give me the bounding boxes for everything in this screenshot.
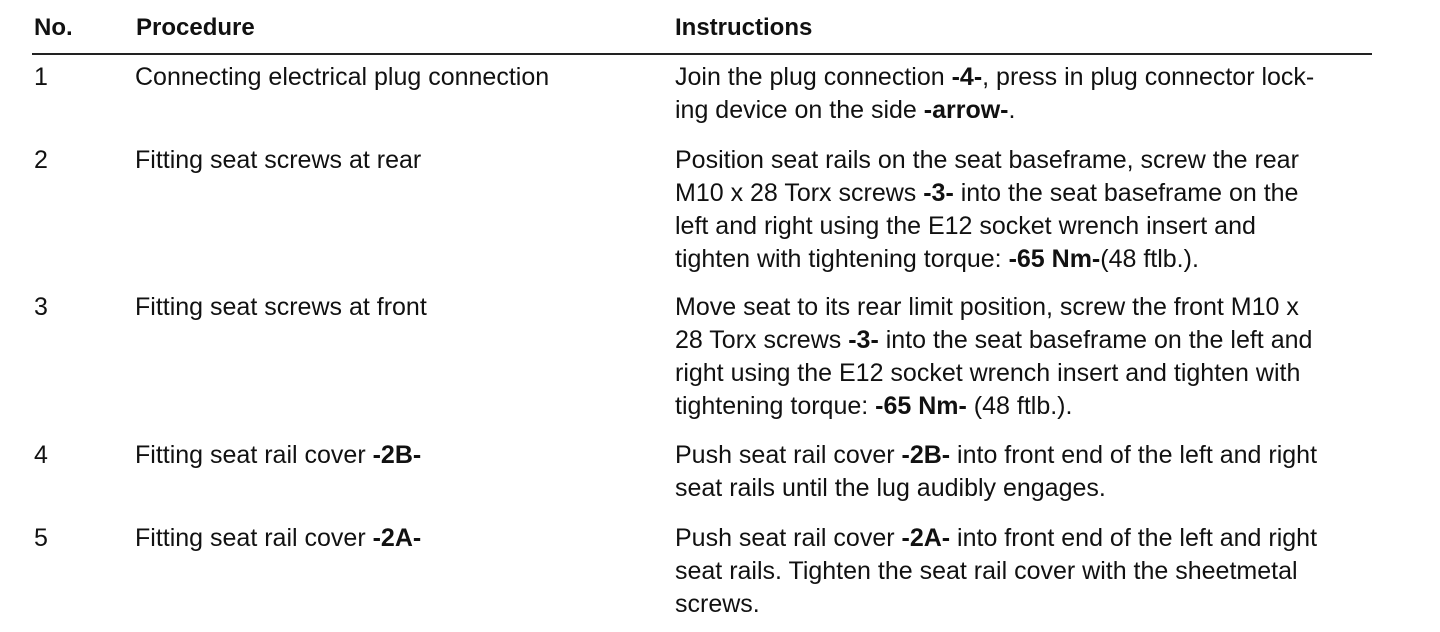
instruction-line [675,61,1365,94]
row-number: 3 [34,293,48,321]
instruction-emphasis: -4- [951,63,983,91]
procedure-text: Fitting seat rail cover [135,441,373,469]
instruction-line [675,439,1365,472]
instructions-cell [675,522,1365,621]
procedure-table [32,0,1372,618]
header-procedure: Procedure [136,14,255,41]
instruction-text: , press in plug connector lock- [982,63,1315,91]
instructions-cell [675,291,1365,423]
instruction-emphasis: -arrow- [923,96,1009,124]
instruction-line [675,177,1365,210]
instructions-cell [675,439,1365,505]
procedure-cell [135,439,655,472]
instructions-cell [675,61,1365,127]
instruction-line [675,144,1365,177]
procedure-cell [135,291,655,324]
instruction-emphasis: -2A- [901,524,951,552]
instruction-text: into front end of the left and right [950,441,1318,469]
row-number: 5 [34,524,48,552]
procedure-text: Fitting seat rail cover [135,524,373,552]
instruction-text: Push seat rail cover [675,524,902,552]
procedure-cell [135,522,655,555]
instruction-text: Move seat to its rear limit position, screw the front M10 x [675,293,1299,321]
row-number: 4 [34,441,48,469]
instruction-line [675,94,1365,127]
instruction-line [675,324,1365,357]
instruction-line [675,357,1365,390]
instruction-text: 28 Torx screws [675,326,849,354]
instruction-text: tightening torque: [675,392,876,420]
instruction-text: Join the plug connection [675,63,952,91]
procedure-part-ref: -2A- [372,524,422,552]
instruction-line [675,555,1365,588]
table-header [32,0,1372,55]
instruction-line [675,588,1365,621]
instructions-cell [675,144,1365,276]
instruction-line [675,291,1365,324]
instruction-text: seat rails until the lug audibly engages. [675,474,1106,502]
instruction-text: M10 x 28 Torx screws [675,179,924,207]
row-number: 2 [34,146,48,174]
procedure-text: Fitting seat screws at rear [135,146,422,174]
instruction-text: screws. [675,590,760,618]
instruction-text: tighten with tightening torque: [675,245,1009,273]
instruction-line [675,390,1365,423]
row-number: 1 [34,63,48,91]
instruction-line [675,522,1365,555]
instruction-text: right using the E12 socket wrench insert and tighten with [675,359,1301,387]
instruction-line [675,243,1365,276]
instruction-text: . [1008,96,1016,124]
procedure-cell [135,61,655,94]
header-no: No. [34,14,73,41]
procedure-text: Fitting seat screws at front [135,293,427,321]
instruction-text: Position seat rails on the seat baseframe, screw the rear [675,146,1299,174]
instruction-text: (48 ftlb.). [1100,245,1199,273]
instruction-text: into the seat baseframe on the left and [878,326,1313,354]
instruction-text: left and right using the E12 socket wrench insert and [675,212,1256,240]
instruction-emphasis: -65 Nm- [1008,245,1101,273]
instruction-text: ing device on the side [675,96,924,124]
procedure-part-ref: -2B- [372,441,422,469]
instruction-line [675,472,1365,505]
instruction-emphasis: -3- [848,326,879,354]
instruction-text: into the seat baseframe on the [953,179,1299,207]
instruction-line [675,210,1365,243]
instruction-emphasis: -3- [923,179,954,207]
header-instructions: Instructions [675,14,813,41]
instruction-text: (48 ftlb.). [966,392,1073,420]
instruction-emphasis: -2B- [901,441,951,469]
instruction-emphasis: -65 Nm- [875,392,967,420]
instruction-text: Push seat rail cover [675,441,902,469]
procedure-cell [135,144,655,177]
instruction-text: seat rails. Tighten the seat rail cover with the sheetmetal [675,557,1298,585]
procedure-text: Connecting electrical plug connection [135,63,550,91]
instruction-text: into front end of the left and right [950,524,1318,552]
